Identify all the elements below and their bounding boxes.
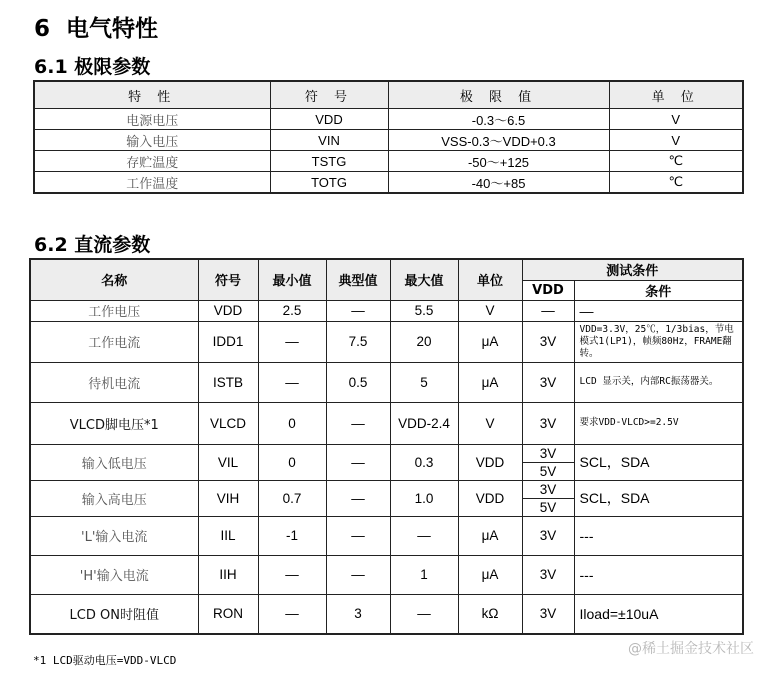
cell-typ: — (326, 444, 390, 480)
cell-max: 5 (390, 362, 458, 402)
header-limit: 极 限 值 (388, 81, 609, 109)
cell-unit: ℃ (609, 151, 743, 172)
cell-unit: V (609, 109, 743, 130)
cell-symbol: RON (198, 594, 258, 634)
cell-min: — (258, 362, 326, 402)
cell-unit: VDD (458, 444, 522, 480)
cell-unit: μA (458, 516, 522, 555)
cell-limit: VSS-0.3～VDD+0.3 (388, 130, 609, 151)
heading-absolute-max: 6.1 极限参数 (34, 56, 151, 78)
cell-condition: Iload=±10uA (574, 594, 743, 634)
cell-min: — (258, 321, 326, 362)
absolute-max-table (33, 80, 744, 194)
cell-min: 0 (258, 444, 326, 480)
cell-name: 输入高电压 (30, 480, 198, 516)
cell-vdd: 3V (522, 594, 574, 634)
cell-name: LCD ON时阻值 (30, 594, 198, 634)
cell-symbol: VIN (270, 130, 388, 151)
cell-condition: LCD 显示关，内部RC振荡器关。 (574, 362, 743, 402)
cell-vdd: 3V (522, 516, 574, 555)
cell-typ: — (326, 402, 390, 444)
cell-typ: — (326, 300, 390, 321)
cell-unit: ℃ (609, 172, 743, 194)
cell-vdd-3v: 3V (539, 481, 557, 497)
cell-typ: 0.5 (326, 362, 390, 402)
cell-condition: SCL，SDA (574, 444, 743, 480)
table-row (30, 362, 743, 402)
cell-unit: VDD (458, 480, 522, 516)
cell-vdd (522, 444, 574, 480)
cell-vdd (522, 480, 574, 516)
cell-unit: V (458, 402, 522, 444)
cell-unit: μA (458, 362, 522, 402)
cell-unit: μA (458, 321, 522, 362)
cell-name: 工作电压 (30, 300, 198, 321)
cell-name: 'L'输入电流 (30, 516, 198, 555)
cell-limit: -50～+125 (388, 151, 609, 172)
cell-name: 'H'输入电流 (30, 555, 198, 594)
footnote: *1 LCD驱动电压=VDD-VLCD (33, 654, 177, 667)
table-row (34, 130, 743, 151)
table-row (30, 480, 743, 516)
table-row (30, 300, 743, 321)
header-symbol: 符号 (198, 259, 258, 300)
header-condition: 条件 (574, 280, 743, 300)
cell-vdd-5v: 5V (523, 498, 574, 516)
cell-unit: V (609, 130, 743, 151)
cell-symbol: VDD (198, 300, 258, 321)
cell-max: 20 (390, 321, 458, 362)
cell-vdd: 3V (522, 402, 574, 444)
cell-name: 工作电流 (30, 321, 198, 362)
cell-min: 0 (258, 402, 326, 444)
cell-min: -1 (258, 516, 326, 555)
table-row (30, 444, 743, 480)
cell-vdd: — (522, 300, 574, 321)
cell-min: 2.5 (258, 300, 326, 321)
header-unit: 单 位 (609, 81, 743, 109)
cell-max: VDD-2.4 (390, 402, 458, 444)
cell-condition: 要求VDD-VLCD>=2.5V (574, 402, 743, 444)
table-row (30, 321, 743, 362)
cell-symbol: VDD (270, 109, 388, 130)
dc-params-table (29, 258, 744, 635)
cell-symbol: IDD1 (198, 321, 258, 362)
table-header-row (30, 259, 743, 280)
cell-min: 0.7 (258, 480, 326, 516)
cell-name: 输入电压 (34, 130, 270, 151)
cell-typ: 7.5 (326, 321, 390, 362)
table-row (34, 109, 743, 130)
cell-min: — (258, 594, 326, 634)
cell-symbol: TOTG (270, 172, 388, 194)
table-header-row (34, 81, 743, 109)
cell-symbol: TSTG (270, 151, 388, 172)
cell-vdd: 3V (522, 555, 574, 594)
cell-vdd: 3V (522, 321, 574, 362)
cell-max: 1 (390, 555, 458, 594)
cell-limit: -40～+85 (388, 172, 609, 194)
header-characteristic: 特 性 (34, 81, 270, 109)
cell-min: — (258, 555, 326, 594)
cell-typ: — (326, 480, 390, 516)
cell-symbol: VIL (198, 444, 258, 480)
cell-symbol: VLCD (198, 402, 258, 444)
cell-symbol: IIL (198, 516, 258, 555)
cell-vdd: 3V (522, 362, 574, 402)
table-row (30, 555, 743, 594)
cell-symbol: VIH (198, 480, 258, 516)
cell-typ: 3 (326, 594, 390, 634)
cell-vdd-3v: 3V (539, 445, 557, 461)
cell-typ: — (326, 516, 390, 555)
cell-max: 5.5 (390, 300, 458, 321)
cell-name: 工作温度 (34, 172, 270, 194)
table-row (34, 172, 743, 194)
header-min: 最小值 (258, 259, 326, 300)
watermark: @稀土掘金技术社区 (628, 641, 754, 657)
table-row (30, 402, 743, 444)
header-max: 最大值 (390, 259, 458, 300)
cell-condition: — (574, 300, 743, 321)
header-symbol: 符 号 (270, 81, 388, 109)
cell-condition: VDD=3.3V，25℃，1/3bias，节电模式1(LP1)，帧频80Hz，FRAME翻转。 (574, 321, 743, 362)
cell-vdd-5v: 5V (523, 462, 574, 480)
cell-name: 待机电流 (30, 362, 198, 402)
cell-condition: --- (574, 555, 743, 594)
cell-name: VLCD脚电压*1 (30, 402, 198, 444)
section-title: 6 电气特性 (34, 16, 159, 42)
cell-name: 输入低电压 (30, 444, 198, 480)
header-unit: 单位 (458, 259, 522, 300)
cell-max: 1.0 (390, 480, 458, 516)
header-typ: 典型值 (326, 259, 390, 300)
cell-condition: SCL，SDA (574, 480, 743, 516)
cell-limit: -0.3～6.5 (388, 109, 609, 130)
heading-dc-params: 6.2 直流参数 (34, 234, 151, 256)
cell-name: 电源电压 (34, 109, 270, 130)
cell-typ: — (326, 555, 390, 594)
cell-max: — (390, 594, 458, 634)
table-row (30, 516, 743, 555)
cell-condition: --- (574, 516, 743, 555)
header-vdd: VDD (522, 280, 574, 300)
header-test-conditions: 测试条件 (522, 259, 743, 280)
header-name: 名称 (30, 259, 198, 300)
cell-symbol: IIH (198, 555, 258, 594)
table-row (30, 594, 743, 634)
table-row (34, 151, 743, 172)
cell-unit: V (458, 300, 522, 321)
cell-name: 存贮温度 (34, 151, 270, 172)
cell-unit: kΩ (458, 594, 522, 634)
cell-max: — (390, 516, 458, 555)
cell-max: 0.3 (390, 444, 458, 480)
cell-symbol: ISTB (198, 362, 258, 402)
cell-unit: μA (458, 555, 522, 594)
